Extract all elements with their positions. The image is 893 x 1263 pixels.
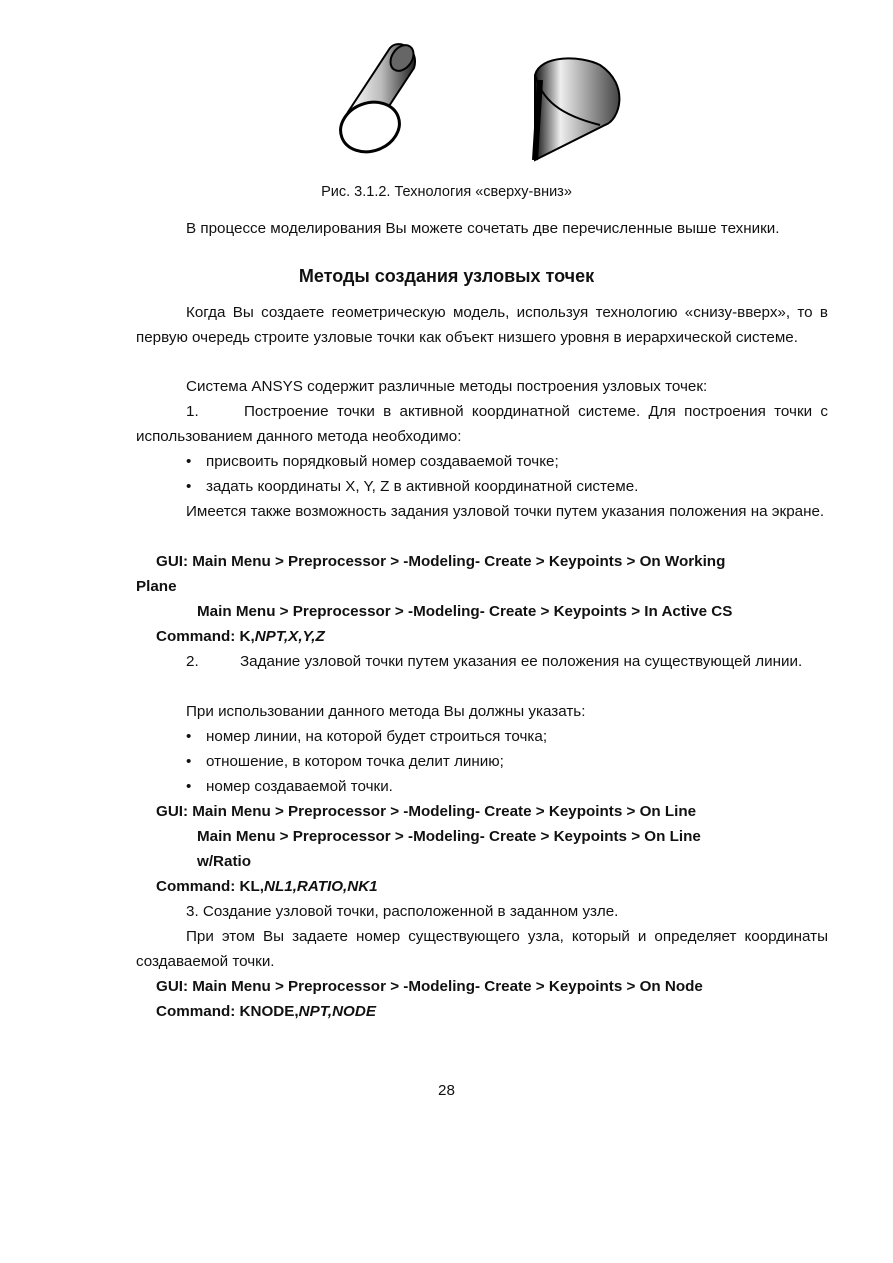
paragraph-specify: При использовании данного метода Вы должны указать: <box>186 703 586 720</box>
bullet-item: • присвоить порядковый номер создаваемой точке; <box>186 449 559 474</box>
bullet-item: • номер создаваемой точки. <box>186 774 393 799</box>
gui-path-2-alt-cont: w/Ratio <box>197 853 252 870</box>
gui-path-3: GUI: Main Menu > Preprocessor > -Modeling- Create > Keypoints > On Node <box>156 978 703 995</box>
command-label: Command: KL, <box>156 878 264 895</box>
bullet-item: • номер линии, на которой будет строиться точка; <box>186 724 547 749</box>
item-number-1: 1. <box>186 403 199 420</box>
command-label: Command: K, <box>156 628 255 645</box>
item-2-text: Задание узловой точки путем указания ее положения на существующей линии. <box>240 653 803 670</box>
item-number-2: 2. <box>186 653 199 670</box>
bullet-item: • задать координаты X, Y, Z в активной координатной системе. <box>186 474 638 499</box>
gui-path-2-alt: Main Menu > Preprocessor > -Modeling- Create > Keypoints > On Line <box>197 828 701 845</box>
command-label: Command: KNODE, <box>156 1003 299 1020</box>
cylinder-shape <box>334 41 419 160</box>
item-1-text: Построение точки в активной координатной системе. Для построения точки с использованием данного метода необходимо: <box>136 403 828 445</box>
figure-cylinder-cone <box>330 40 640 170</box>
paragraph-screen: Имеется также возможность задания узловой точки путем указания положения на экране. <box>186 503 825 520</box>
cone-shape <box>535 58 619 160</box>
item-3-text: 3. Создание узловой точки, расположенной в заданном узле. <box>186 903 619 920</box>
paragraph-methods: Система ANSYS содержит различные методы построения узловых точек: <box>186 378 708 395</box>
command-args: NL1,RATIO,NK1 <box>264 878 378 895</box>
paragraph-intro: В процессе моделирования Вы можете сочетать две перечисленные выше техники. <box>186 220 780 237</box>
command-2 <box>156 874 378 899</box>
paragraph-bottom-up: Когда Вы создаете геометрическую модель, используя технологию «снизу-вверх», то в первую очередь строите узловые точки как объект низшего уровня в иерархической системе. <box>136 304 828 346</box>
bullet-item: • отношение, в котором точка делит линию; <box>186 749 504 774</box>
command-3 <box>156 999 376 1024</box>
page-number: 28 <box>438 1082 455 1099</box>
gui-path-1-alt: Main Menu > Preprocessor > -Modeling- Create > Keypoints > In Active CS <box>197 603 733 620</box>
figure-caption: Рис. 3.1.2. Технология «сверху-вниз» <box>321 184 572 200</box>
section-heading: Методы создания узловых точек <box>298 266 595 286</box>
command-1 <box>156 624 325 649</box>
gui-path-1-cont: Plane <box>136 578 177 595</box>
gui-path-2: GUI: Main Menu > Preprocessor > -Modeling- Create > Keypoints > On Line <box>156 803 697 820</box>
command-args: NPT,X,Y,Z <box>254 628 325 645</box>
paragraph-node: При этом Вы задаете номер существующего узла, который и определяет координаты создаваемой точки. <box>136 928 828 970</box>
command-args: NPT,NODE <box>298 1003 376 1020</box>
gui-path-1: GUI: Main Menu > Preprocessor > -Modeling- Create > Keypoints > On Working <box>156 553 726 570</box>
